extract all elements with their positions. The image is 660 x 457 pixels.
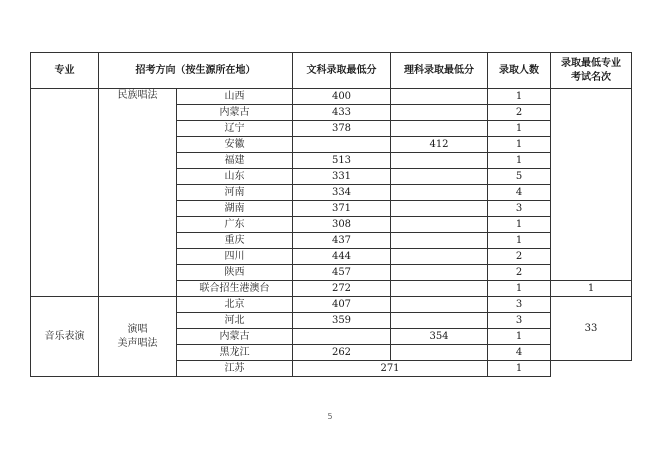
sci-score-cell [391,313,488,329]
province-cell: 河南 [177,185,293,201]
arts-score-cell: 400 [293,89,391,105]
arts-score-cell: 513 [293,153,391,169]
sci-score-cell [391,201,488,217]
direction-line1: 演唱 [127,323,148,335]
count-cell: 1 [488,361,551,377]
sci-score-cell [391,89,488,105]
count-cell: 1 [488,329,551,345]
province-cell: 陕西 [177,265,293,281]
direction-line2: 美声唱法 [117,337,158,349]
table-row [31,297,632,313]
page-number: 5 [327,412,333,421]
header-rank-line2: 考试名次 [571,71,611,83]
province-cell: 福建 [177,153,293,169]
header-row [31,53,632,89]
arts-score-cell: 262 [293,345,391,361]
arts-score-cell: 457 [293,265,391,281]
province-cell: 内蒙古 [177,329,293,345]
sci-score-cell [391,233,488,249]
header-arts-min: 文科录取最低分 [293,53,391,89]
province-cell: 联合招生港澳台 [177,281,293,297]
sci-score-cell [391,105,488,121]
count-cell: 3 [488,201,551,217]
sci-score-cell [391,217,488,233]
admission-score-table [30,52,632,377]
province-cell: 安徽 [177,137,293,153]
table-row [31,89,632,105]
sci-score-cell [391,153,488,169]
count-cell: 1 [488,153,551,169]
sci-score-cell: 354 [391,329,488,345]
combined-score-cell: 271 [293,361,488,377]
count-cell: 1 [488,137,551,153]
header-sci-min: 理科录取最低分 [391,53,488,89]
arts-score-cell [293,329,391,345]
arts-score-cell: 378 [293,121,391,137]
arts-score-cell: 334 [293,185,391,201]
count-cell: 2 [488,249,551,265]
arts-score-cell: 359 [293,313,391,329]
count-cell: 2 [488,105,551,121]
province-cell: 重庆 [177,233,293,249]
arts-score-cell: 407 [293,297,391,313]
province-cell: 山西 [177,89,293,105]
count-cell: 3 [488,297,551,313]
count-cell: 1 [488,89,551,105]
major-cell [31,89,99,297]
province-cell: 江苏 [177,361,293,377]
arts-score-cell: 437 [293,233,391,249]
count-cell: 3 [488,313,551,329]
sci-score-cell [391,169,488,185]
header-rank [551,53,632,89]
arts-score-cell: 444 [293,249,391,265]
province-cell: 北京 [177,297,293,313]
sci-score-cell [391,249,488,265]
sci-score-cell [391,345,488,361]
arts-score-cell [293,137,391,153]
direction-cell: 民族唱法 [99,89,177,297]
arts-score-cell: 308 [293,217,391,233]
count-cell: 1 [488,233,551,249]
rank-cell: 33 [551,297,632,361]
sci-score-cell [391,265,488,281]
province-cell: 湖南 [177,201,293,217]
sci-score-cell [391,185,488,201]
sci-score-cell [391,281,488,297]
province-cell: 四川 [177,249,293,265]
count-cell: 1 [488,217,551,233]
arts-score-cell: 272 [293,281,391,297]
count-cell: 4 [488,345,551,361]
province-cell: 辽宁 [177,121,293,137]
province-cell: 黑龙江 [177,345,293,361]
rank-cell: 1 [551,281,632,297]
province-cell: 山东 [177,169,293,185]
arts-score-cell: 433 [293,105,391,121]
count-cell: 2 [488,265,551,281]
rank-cell [551,89,632,281]
arts-score-cell: 331 [293,169,391,185]
province-cell: 广东 [177,217,293,233]
header-count: 录取人数 [488,53,551,89]
count-cell: 1 [488,121,551,137]
count-cell: 1 [488,281,551,297]
header-direction: 招考方向（按生源所在地） [99,53,293,89]
province-cell: 内蒙古 [177,105,293,121]
sci-score-cell [391,121,488,137]
header-rank-line1: 录取最低专业 [561,57,621,69]
count-cell: 4 [488,185,551,201]
province-cell: 河北 [177,313,293,329]
sci-score-cell [391,297,488,313]
sci-score-cell: 412 [391,137,488,153]
count-cell: 5 [488,169,551,185]
arts-score-cell: 371 [293,201,391,217]
header-major: 专业 [31,53,99,89]
direction-cell [99,297,177,377]
major-cell: 音乐表演 [31,297,99,377]
